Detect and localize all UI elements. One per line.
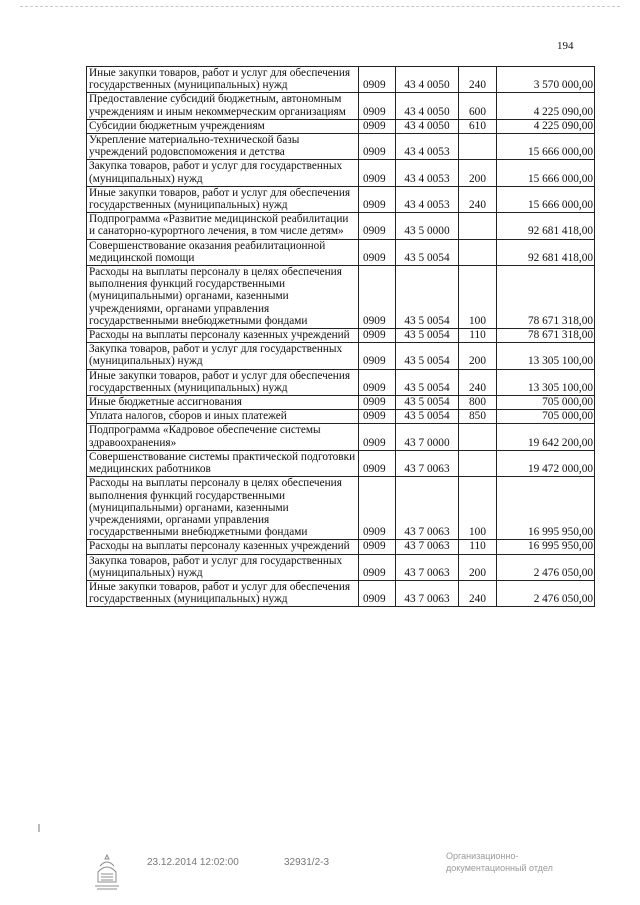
row-amount-cell: 2 476 050,00: [497, 554, 595, 580]
row-section-cell: 0909: [359, 580, 396, 606]
row-amount-cell: 92 681 418,00: [497, 239, 595, 265]
budget-table: [86, 66, 595, 607]
row-target-code-cell: 43 4 0050: [396, 93, 459, 119]
table-row: [87, 540, 595, 554]
row-name-cell: Закупка товаров, работ и услуг для государственных (муниципальных) нужд: [87, 160, 359, 186]
row-target-code-cell: 43 4 0053: [396, 134, 459, 160]
row-section-cell: 0909: [359, 186, 396, 212]
table-row: [87, 213, 595, 239]
row-amount-cell: 3 570 000,00: [497, 67, 595, 93]
scan-edge-line: [20, 6, 620, 7]
row-section-cell: 0909: [359, 160, 396, 186]
row-name-cell: Закупка товаров, работ и услуг для государственных (муниципальных) нужд: [87, 343, 359, 369]
row-amount-cell: 15 666 000,00: [497, 160, 595, 186]
table-row: [87, 160, 595, 186]
row-section-cell: 0909: [359, 239, 396, 265]
row-target-code-cell: 43 7 0063: [396, 450, 459, 476]
row-amount-cell: 705 000,00: [497, 410, 595, 424]
table-row: [87, 369, 595, 395]
row-section-cell: 0909: [359, 119, 396, 133]
table-row: [87, 67, 595, 93]
row-expense-type-cell: [459, 134, 497, 160]
row-expense-type-cell: 240: [459, 369, 497, 395]
row-target-code-cell: 43 4 0050: [396, 67, 459, 93]
table-row: [87, 329, 595, 343]
row-name-cell: Иные закупки товаров, работ и услуг для обеспечения государственных (муниципальных) нужд: [87, 186, 359, 212]
row-target-code-cell: 43 5 0054: [396, 329, 459, 343]
table-row: [87, 266, 595, 329]
row-target-code-cell: 43 5 0054: [396, 410, 459, 424]
row-name-cell: Расходы на выплаты персоналу казенных учреждений: [87, 540, 359, 554]
row-amount-cell: 16 995 950,00: [497, 540, 595, 554]
row-section-cell: 0909: [359, 396, 396, 410]
row-expense-type-cell: 800: [459, 396, 497, 410]
row-name-cell: Иные закупки товаров, работ и услуг для обеспечения государственных (муниципальных) нужд: [87, 67, 359, 93]
row-expense-type-cell: 100: [459, 266, 497, 329]
row-target-code-cell: 43 7 0000: [396, 424, 459, 450]
table-row: [87, 396, 595, 410]
row-name-cell: Уплата налогов, сборов и иных платежей: [87, 410, 359, 424]
margin-mark: [38, 824, 40, 832]
row-section-cell: 0909: [359, 477, 396, 540]
row-name-cell: Расходы на выплаты персоналу в целях обеспечения выполнения функций государственными (муниципальными) органами, казенными учреждениями, органами управления государственными внебюджетными фондами: [87, 266, 359, 329]
table-row: [87, 343, 595, 369]
table-body: [87, 67, 595, 607]
emblem-icon: [92, 852, 122, 892]
row-target-code-cell: 43 4 0053: [396, 160, 459, 186]
row-amount-cell: 19 472 000,00: [497, 450, 595, 476]
row-name-cell: Подпрограмма «Кадровое обеспечение системы здравоохранения»: [87, 424, 359, 450]
table-row: [87, 239, 595, 265]
row-target-code-cell: 43 7 0063: [396, 540, 459, 554]
row-section-cell: 0909: [359, 369, 396, 395]
row-name-cell: Подпрограмма «Развитие медицинской реабилитации и санаторно-курортного лечения, в том числе детям»: [87, 213, 359, 239]
row-name-cell: Иные закупки товаров, работ и услуг для обеспечения государственных (муниципальных) нужд: [87, 369, 359, 395]
row-target-code-cell: 43 5 0054: [396, 266, 459, 329]
row-section-cell: 0909: [359, 134, 396, 160]
table-row: [87, 410, 595, 424]
row-name-cell: Расходы на выплаты персоналу в целях обеспечения выполнения функций государственными (муниципальными) органами, казенными учреждениями, органами управления государственными внебюджетными фондами: [87, 477, 359, 540]
row-amount-cell: 78 671 318,00: [497, 266, 595, 329]
table-row: [87, 554, 595, 580]
row-section-cell: 0909: [359, 329, 396, 343]
row-expense-type-cell: 600: [459, 93, 497, 119]
row-name-cell: Иные закупки товаров, работ и услуг для обеспечения государственных (муниципальных) нужд: [87, 580, 359, 606]
table-row: [87, 477, 595, 540]
row-section-cell: 0909: [359, 424, 396, 450]
row-name-cell: Иные бюджетные ассигнования: [87, 396, 359, 410]
row-target-code-cell: 43 4 0050: [396, 119, 459, 133]
row-expense-type-cell: [459, 213, 497, 239]
table-row: [87, 450, 595, 476]
row-expense-type-cell: 200: [459, 160, 497, 186]
table-row: [87, 119, 595, 133]
row-section-cell: 0909: [359, 93, 396, 119]
row-target-code-cell: 43 5 0054: [396, 369, 459, 395]
row-expense-type-cell: 610: [459, 119, 497, 133]
row-expense-type-cell: 240: [459, 186, 497, 212]
row-amount-cell: 13 305 100,00: [497, 369, 595, 395]
row-name-cell: Предоставление субсидий бюджетным, автономным учреждениям и иным некоммерческим организациям: [87, 93, 359, 119]
row-amount-cell: 19 642 200,00: [497, 424, 595, 450]
table-row: [87, 93, 595, 119]
row-section-cell: 0909: [359, 450, 396, 476]
row-target-code-cell: 43 5 0054: [396, 239, 459, 265]
table-row: [87, 424, 595, 450]
footer-department: Организационно-документационный отдел: [446, 851, 553, 873]
row-expense-type-cell: 240: [459, 580, 497, 606]
row-expense-type-cell: [459, 424, 497, 450]
row-expense-type-cell: 100: [459, 477, 497, 540]
row-amount-cell: 4 225 090,00: [497, 93, 595, 119]
row-target-code-cell: 43 7 0063: [396, 554, 459, 580]
row-name-cell: Субсидии бюджетным учреждениям: [87, 119, 359, 133]
row-target-code-cell: 43 5 0054: [396, 396, 459, 410]
row-amount-cell: 92 681 418,00: [497, 213, 595, 239]
row-section-cell: 0909: [359, 554, 396, 580]
row-section-cell: 0909: [359, 540, 396, 554]
row-section-cell: 0909: [359, 67, 396, 93]
row-target-code-cell: 43 5 0054: [396, 343, 459, 369]
row-name-cell: Закупка товаров, работ и услуг для государственных (муниципальных) нужд: [87, 554, 359, 580]
row-amount-cell: 2 476 050,00: [497, 580, 595, 606]
row-expense-type-cell: 240: [459, 67, 497, 93]
row-expense-type-cell: [459, 450, 497, 476]
row-target-code-cell: 43 7 0063: [396, 477, 459, 540]
row-section-cell: 0909: [359, 213, 396, 239]
row-amount-cell: 4 225 090,00: [497, 119, 595, 133]
row-amount-cell: 15 666 000,00: [497, 134, 595, 160]
row-target-code-cell: 43 7 0063: [396, 580, 459, 606]
row-amount-cell: 15 666 000,00: [497, 186, 595, 212]
row-section-cell: 0909: [359, 266, 396, 329]
row-amount-cell: 16 995 950,00: [497, 477, 595, 540]
row-expense-type-cell: 110: [459, 540, 497, 554]
table-row: [87, 134, 595, 160]
row-section-cell: 0909: [359, 410, 396, 424]
row-amount-cell: 78 671 318,00: [497, 329, 595, 343]
row-name-cell: Совершенствование оказания реабилитационной медицинской помощи: [87, 239, 359, 265]
page-number: 194: [557, 40, 574, 52]
table-row: [87, 186, 595, 212]
row-name-cell: Укрепление материально-технической базы учреждений родовспоможения и детства: [87, 134, 359, 160]
row-expense-type-cell: 850: [459, 410, 497, 424]
row-target-code-cell: 43 4 0053: [396, 186, 459, 212]
footer-document-number: 32931/2-3: [284, 857, 330, 868]
table-row: [87, 580, 595, 606]
row-amount-cell: 705 000,00: [497, 396, 595, 410]
row-target-code-cell: 43 5 0000: [396, 213, 459, 239]
row-name-cell: Совершенствование системы практической подготовки медицинских работников: [87, 450, 359, 476]
footer-datetime: 23.12.2014 12:02:00: [147, 857, 239, 868]
row-amount-cell: 13 305 100,00: [497, 343, 595, 369]
row-expense-type-cell: 110: [459, 329, 497, 343]
row-expense-type-cell: 200: [459, 554, 497, 580]
row-section-cell: 0909: [359, 343, 396, 369]
row-name-cell: Расходы на выплаты персоналу казенных учреждений: [87, 329, 359, 343]
row-expense-type-cell: [459, 239, 497, 265]
row-expense-type-cell: 200: [459, 343, 497, 369]
